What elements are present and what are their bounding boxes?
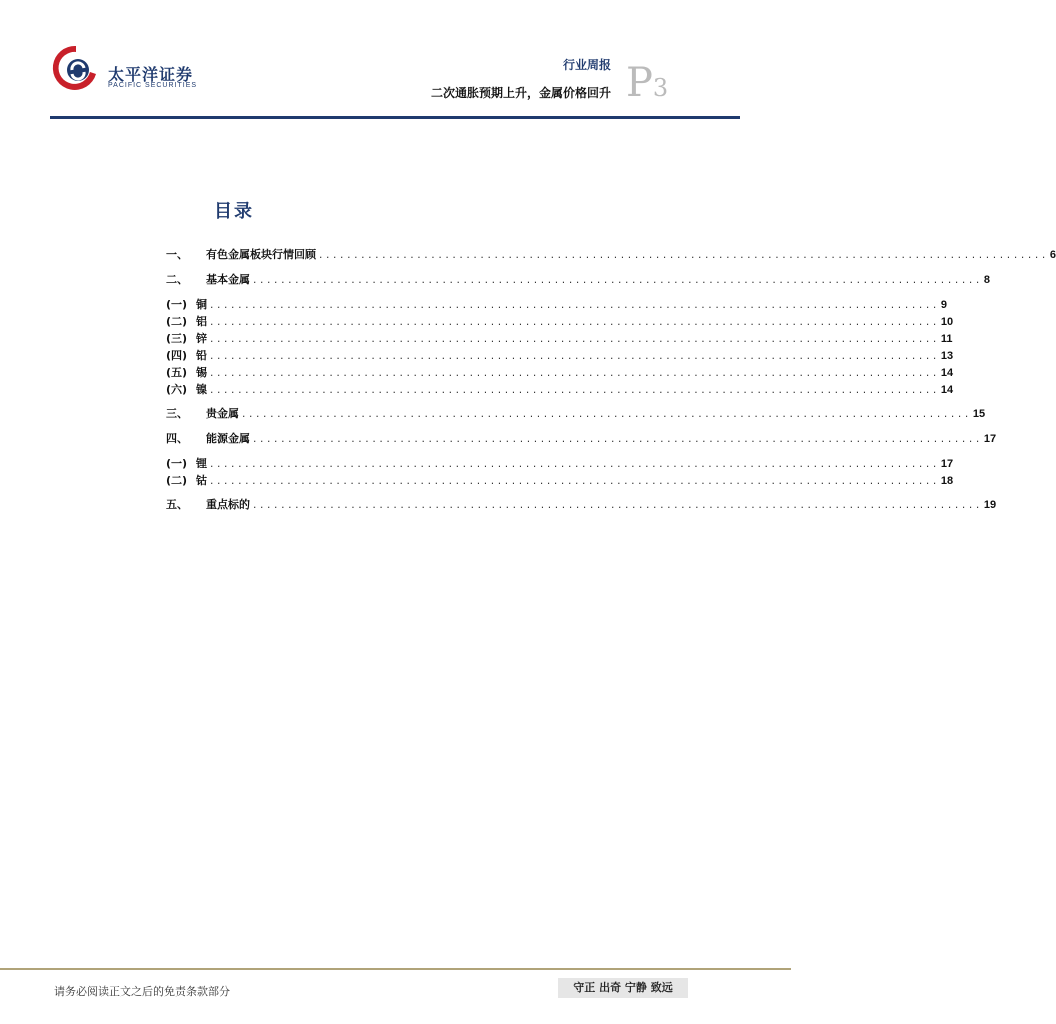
toc-entry-page: 19 bbox=[983, 499, 997, 511]
toc-entry[interactable] bbox=[166, 472, 954, 488]
toc-leader: ........................................................................................................ bbox=[209, 369, 939, 379]
toc-entry-number: (一) bbox=[166, 457, 188, 470]
toc-entry-label: 能源金属 bbox=[206, 432, 250, 445]
report-title: 二次通胀预期上升，金属价格回升 bbox=[430, 86, 611, 100]
page-prefix: P bbox=[626, 60, 653, 106]
toc-entry-page: 14 bbox=[940, 367, 954, 379]
toc-entry-page: 9 bbox=[940, 299, 948, 311]
toc-entry-label: 锌 bbox=[196, 332, 207, 345]
toc-entry-number: 二、 bbox=[166, 273, 188, 286]
toc-leader: ........................................................................................................ bbox=[209, 386, 939, 396]
toc-entry-page: 17 bbox=[983, 433, 997, 445]
toc-entry[interactable] bbox=[166, 313, 954, 329]
toc-entry-label: 锂 bbox=[196, 457, 207, 470]
toc-entry[interactable] bbox=[166, 347, 954, 363]
report-type: 行业周报 bbox=[562, 58, 611, 72]
toc-entry-number: 一、 bbox=[166, 248, 188, 261]
toc-entry-label: 铅 bbox=[196, 349, 207, 362]
toc-entry-number: 三、 bbox=[166, 407, 188, 420]
toc-leader: ........................................................................................................ bbox=[252, 501, 982, 511]
toc-entry-number: (二) bbox=[166, 315, 188, 328]
toc-entry-number: (五) bbox=[166, 366, 188, 379]
toc-entry-label: 有色金属板块行情回顾 bbox=[206, 248, 316, 261]
toc-entry-number: (六) bbox=[166, 383, 188, 396]
toc-leader: ........................................................................................................ bbox=[209, 335, 939, 345]
toc-entry-number: 四、 bbox=[166, 432, 188, 445]
toc-entry-page: 15 bbox=[972, 408, 986, 420]
logo-chinese-name: 太平洋证券 bbox=[108, 65, 194, 84]
toc-entry-label: 锡 bbox=[196, 366, 207, 379]
toc-leader: ........................................................................................................ bbox=[241, 410, 971, 420]
toc-entry-page: 13 bbox=[940, 350, 954, 362]
toc-entry-number: (三) bbox=[166, 332, 188, 345]
page-number bbox=[626, 60, 668, 106]
toc-entry-number: 五、 bbox=[166, 498, 188, 511]
toc-entry-number: (四) bbox=[166, 349, 188, 362]
toc-entry-label: 基本金属 bbox=[206, 273, 250, 286]
toc-leader: ........................................................................................................ bbox=[318, 251, 1048, 261]
toc-leader: ........................................................................................................ bbox=[209, 460, 939, 470]
toc-leader: ........................................................................................................ bbox=[209, 477, 939, 487]
footer-disclaimer: 请务必阅读正文之后的免责条款部分 bbox=[54, 985, 230, 998]
toc-entry-label: 铝 bbox=[196, 315, 207, 328]
toc-entry[interactable] bbox=[166, 296, 948, 312]
logo-english-name: PACIFIC SECURITIES bbox=[108, 82, 198, 89]
toc-leader: ........................................................................................................ bbox=[252, 276, 982, 286]
toc-leader: ........................................................................................................ bbox=[209, 301, 939, 311]
toc-entry-label: 重点标的 bbox=[206, 498, 250, 511]
toc-entry-page: 6 bbox=[1049, 249, 1056, 261]
toc-entry[interactable] bbox=[166, 430, 997, 446]
pacific-logo-icon bbox=[50, 42, 102, 94]
toc-entry[interactable] bbox=[166, 455, 954, 471]
toc-entry[interactable] bbox=[166, 364, 954, 380]
page-number-value: 3 bbox=[652, 74, 669, 102]
company-logo bbox=[50, 42, 220, 92]
footer-divider bbox=[0, 968, 791, 970]
toc-entry-page: 8 bbox=[983, 274, 991, 286]
toc-entry[interactable] bbox=[166, 271, 991, 287]
header-divider bbox=[50, 116, 740, 119]
toc-entry-page: 11 bbox=[940, 333, 953, 345]
toc-entry-page: 14 bbox=[940, 384, 954, 396]
toc-leader: ........................................................................................................ bbox=[252, 435, 982, 445]
toc-entry-page: 18 bbox=[940, 475, 954, 487]
toc-title: 目录 bbox=[214, 201, 254, 222]
toc-entry[interactable] bbox=[166, 246, 1056, 262]
toc-entry-label: 镍 bbox=[196, 383, 207, 396]
toc-entry-page: 10 bbox=[940, 316, 954, 328]
toc-entry[interactable] bbox=[166, 405, 986, 421]
toc-entry-label: 钴 bbox=[196, 474, 207, 487]
toc-entry-number: (二) bbox=[166, 474, 188, 487]
toc-entry-page: 17 bbox=[940, 458, 954, 470]
toc-entry[interactable] bbox=[166, 496, 997, 512]
toc-entry[interactable] bbox=[166, 330, 953, 346]
toc-leader: ........................................................................................................ bbox=[209, 318, 939, 328]
toc-entry[interactable] bbox=[166, 381, 954, 397]
footer-motto: 守正 出奇 宁静 致远 bbox=[558, 978, 688, 998]
toc-leader: ........................................................................................................ bbox=[209, 352, 939, 362]
toc-entry-label: 铜 bbox=[196, 298, 207, 311]
toc-entry-number: (一) bbox=[166, 298, 188, 311]
toc-entry-label: 贵金属 bbox=[206, 407, 239, 420]
